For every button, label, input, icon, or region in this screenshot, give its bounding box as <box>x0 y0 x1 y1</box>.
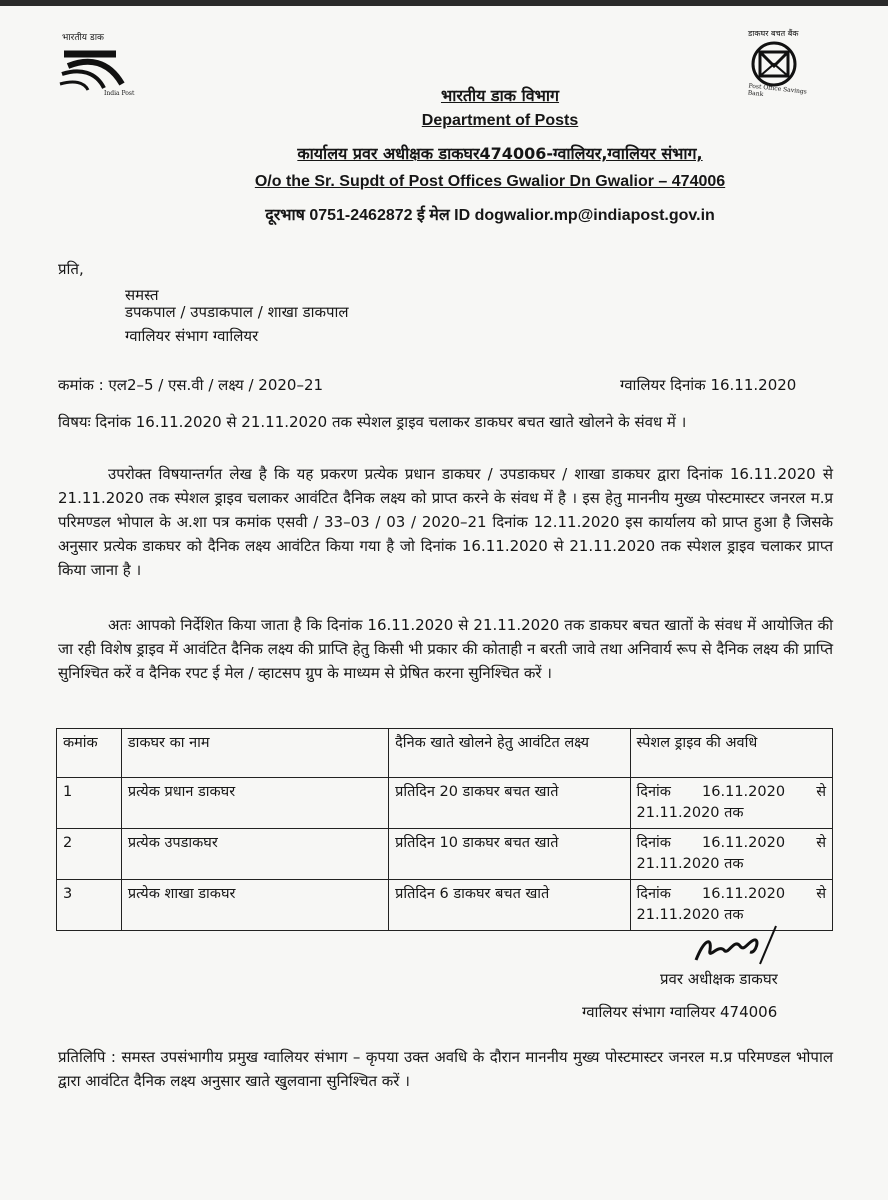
reference-number: कमांक : एल2–5 / एस.वी / लक्ष्य / 2020–21 <box>58 376 324 394</box>
body-paragraph-1: उपरोक्त विषयान्तर्गत लेख है कि यह प्रकरण प्रत्येक प्रधान डाकघर / उपडाकघर / शाखा डाकघर द्वारा दिनांक 16.11.2020 से 21.11.2020 तक स्पेशल ड्राइव चलाकर आवंटित दैनिक लक्ष्य को प्राप्त करने के संवध में है । इस हेतु माननीय मुख्य पोस्टमास्टर जनरल म.प्र परिमण्डल भोपाल के अ.शा पत्र कमांक एसवी / 33–03 / 03 / 2020–21 दिनांक 12.11.2020 इस कार्यालय को प्राप्त हुआ है जिसके अनुसार प्रत्येक डाकघर को दैनिक लक्ष्य आवंटित किया गया है जो दिनांक 16.11.2020 से 21.11.2020 तक स्पेशल ड्राइव चलाकर प्राप्त किया जाना है । <box>58 465 833 579</box>
row-target: प्रतिदिन 6 डाकघर बचत खाते <box>389 880 630 931</box>
subject-line: विषयः दिनांक 16.11.2020 से 21.11.2020 तक स्पेशल ड्राइव चलाकर डाकघर बचत खाते खोलने के संवध में । <box>58 413 687 431</box>
office-name-english: O/o the Sr. Supdt of Post Offices Gwalior Dn Gwalior – 474006 <box>254 173 726 190</box>
address-line-3: ग्वालियर संभाग ग्वालियर <box>125 327 259 345</box>
copy-to-note: प्रतिलिपि : समस्त उपसंभागीय प्रमुख ग्वालियर संभाग – कृपया उक्त अवधि के दौरान माननीय मुख्य पोस्टमास्टर जनरल म.प्र परिमण्डल भोपाल द्वारा आवंटित दैनिक लक्ष्य अनुसार खाते खुलवाना सुनिश्चित करें । <box>58 1048 833 1090</box>
row-office: प्रत्येक उपडाकघर <box>121 829 388 880</box>
signatory-place: ग्वालियर संभाग ग्वालियर 474006 <box>582 1003 778 1021</box>
period-joiner: से <box>816 784 826 800</box>
address-line-2: डपकपाल / उपडाकपाल / शाखा डाकपाल <box>125 303 349 321</box>
row-serial: 2 <box>57 829 122 880</box>
period-start: 16.11.2020 <box>702 784 786 800</box>
office-name-hindi: कार्यालय प्रवर अधीक्षक डाकघर474006-ग्वालियर,ग्वालियर संभाग, <box>297 144 703 163</box>
row-serial: 3 <box>57 880 122 931</box>
savings-bank-logo-caption: Post Office Savings Bank <box>747 82 808 99</box>
row-serial: 1 <box>57 778 122 829</box>
savings-bank-emblem-icon <box>746 38 802 88</box>
row-period <box>630 829 833 880</box>
row-target: प्रतिदिन 10 डाकघर बचत खाते <box>389 829 630 880</box>
india-post-logo-tag: भारतीय डाक <box>62 33 104 43</box>
table-row <box>57 829 833 880</box>
dept-name-english: Department of Posts <box>421 112 579 129</box>
letter-date: ग्वालियर दिनांक 16.11.2020 <box>620 376 797 394</box>
period-label: दिनांक <box>636 886 671 902</box>
body-paragraph-2: अतः आपको निर्देशित किया जाता है कि दिनांक 16.11.2020 से 21.11.2020 तक डाकघर बचत खातों के संवध में आयोजित की जा रही विशेष ड्राइव में आवंटित दैनिक लक्ष्य की प्राप्ति हेतु किसी भी प्रकार की कोताही न बरती जावे तथा अनिवार्य रूप से दैनिक लक्ष्य की प्राप्ति सुनिश्चित करें व दैनिक रपट ई मेल / व्हाटसप ग्रुप के माध्यम से प्रेषित करना सुनिश्चित करें । <box>58 616 833 682</box>
period-start: 16.11.2020 <box>702 835 786 851</box>
table-row <box>57 778 833 829</box>
header-period: स्पेशल ड्राइव की अवधि <box>630 729 833 778</box>
header-serial: कमांक <box>57 729 122 778</box>
address-to: प्रति, <box>58 260 84 278</box>
period-joiner: से <box>816 835 826 851</box>
table-header-row <box>57 729 833 778</box>
row-office: प्रत्येक शाखा डाकघर <box>121 880 388 931</box>
row-target: प्रतिदिन 20 डाकघर बचत खाते <box>389 778 630 829</box>
period-joiner: से <box>816 886 826 902</box>
period-end: 21.11.2020 तक <box>636 907 744 923</box>
contact-line: दूरभाष 0751-2462872 ई मेल ID dogwalior.mp@indiapost.gov.in <box>265 207 715 224</box>
dept-name-hindi: भारतीय डाक विभाग <box>440 86 560 105</box>
signatory-title: प्रवर अधीक्षक डाकघर <box>660 970 778 988</box>
period-end: 21.11.2020 तक <box>636 805 744 821</box>
savings-bank-logo-tag: डाकघर बचत बैंक <box>748 29 799 38</box>
period-start: 16.11.2020 <box>702 886 786 902</box>
period-label: दिनांक <box>636 835 671 851</box>
header-target: दैनिक खाते खोलने हेतु आवंटित लक्ष्य <box>389 729 630 778</box>
signature-mark <box>690 920 780 968</box>
india-post-emblem-icon <box>58 44 128 92</box>
address-line-1: समस्त <box>125 286 159 304</box>
targets-table <box>56 728 833 931</box>
period-end: 21.11.2020 तक <box>636 856 744 872</box>
period-label: दिनांक <box>636 784 671 800</box>
scan-top-edge <box>0 0 888 6</box>
header-office-name: डाकघर का नाम <box>121 729 388 778</box>
india-post-logo-caption: India Post <box>104 90 135 97</box>
row-office: प्रत्येक प्रधान डाकघर <box>121 778 388 829</box>
india-post-logo <box>52 30 152 102</box>
row-period <box>630 778 833 829</box>
